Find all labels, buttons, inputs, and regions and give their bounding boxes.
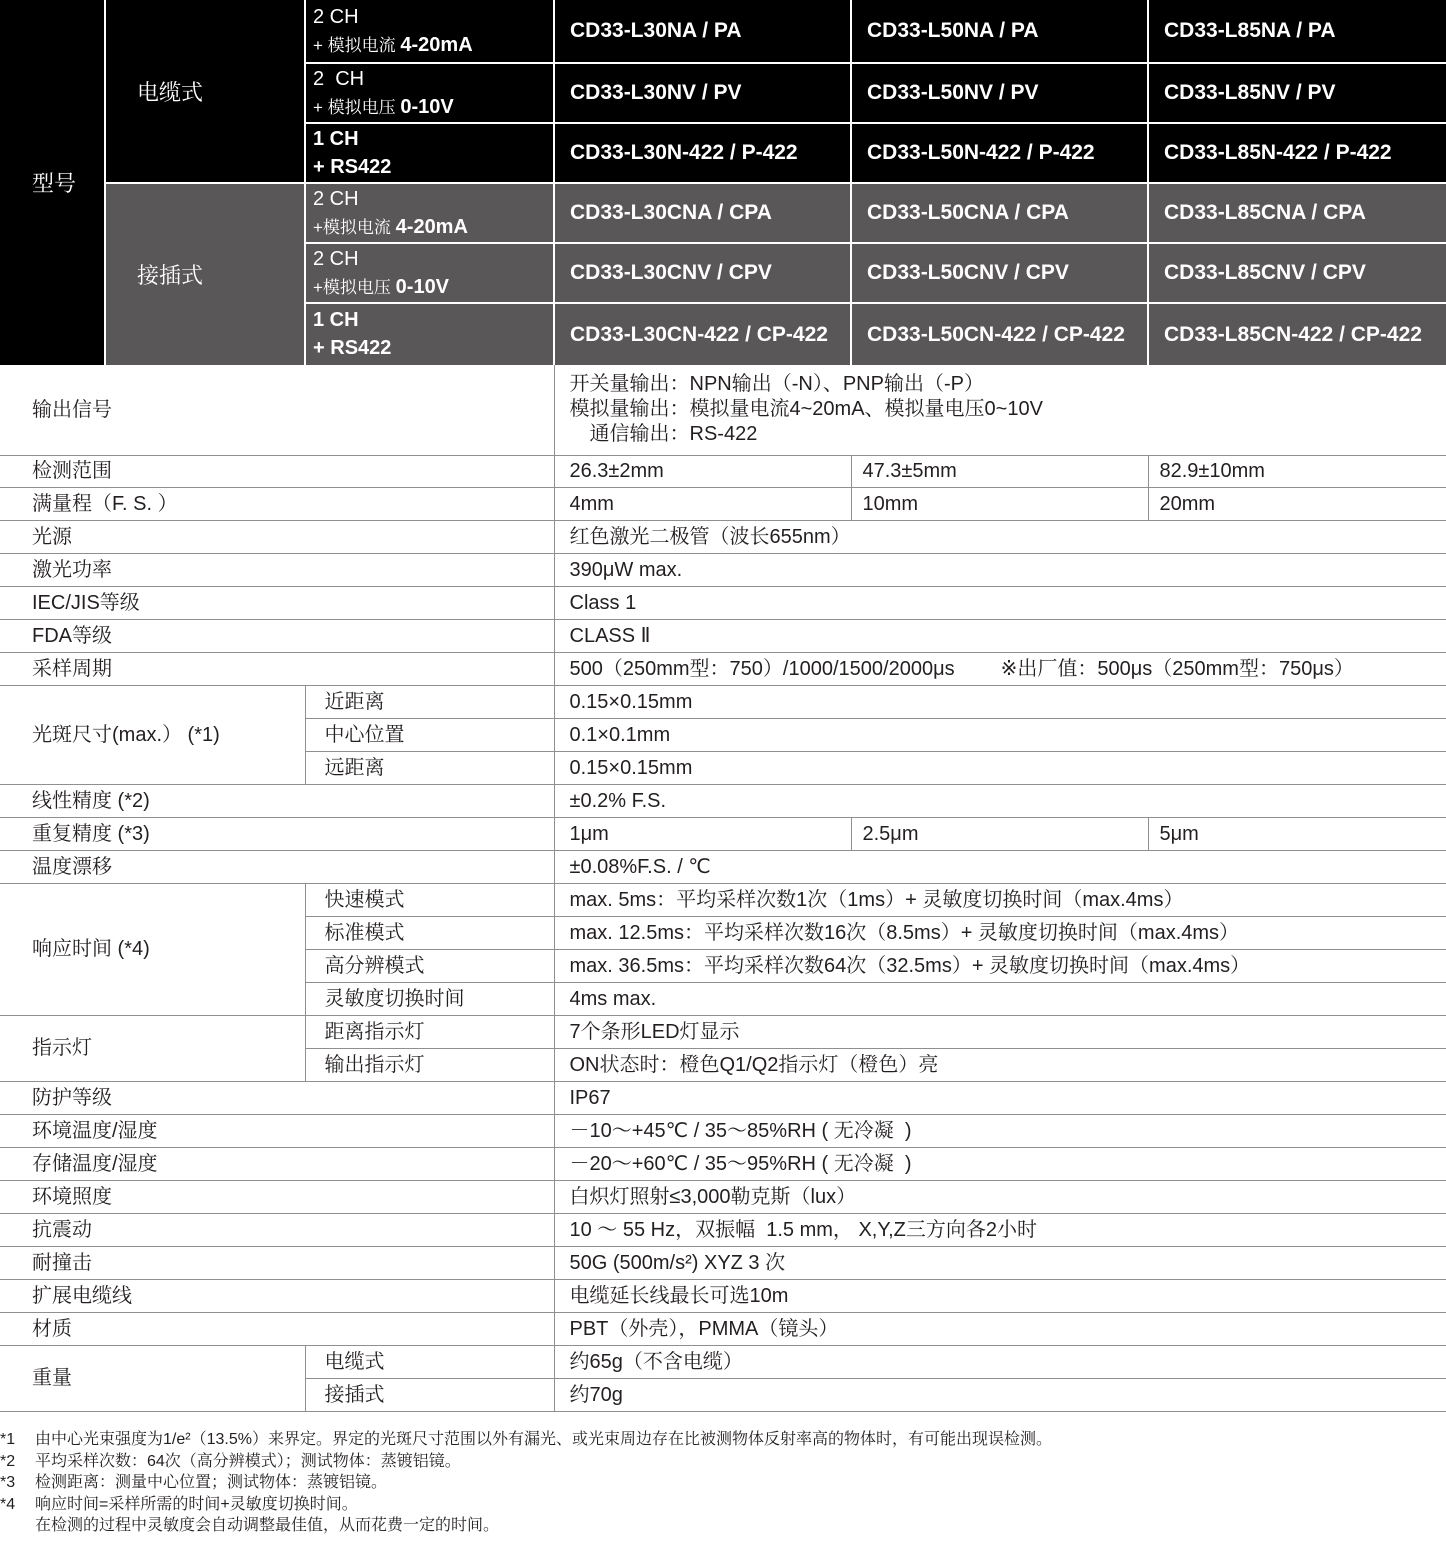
channel-count: 2 CH — [313, 247, 359, 270]
output-type — [313, 31, 553, 60]
spec-value: －20～+60℃ / 35～95%RH ( 无冷凝 ) — [554, 1147, 1446, 1180]
spec-sub-label: 中心位置 — [305, 718, 554, 751]
spec-label: 满量程（F. S. ） — [0, 487, 554, 520]
spec-row-ambient-temp-humidity — [0, 1114, 1446, 1147]
spec-label: 防护等级 — [0, 1081, 554, 1114]
spec-sub-label: 输出指示灯 — [305, 1048, 554, 1081]
footnote — [0, 1472, 1446, 1494]
spec-sub-label: 距离指示灯 — [305, 1015, 554, 1048]
spec-row-weight — [0, 1345, 1446, 1378]
channel-count: 1 CH — [313, 127, 359, 150]
channel-count: 1 CH — [313, 309, 359, 331]
footnote — [0, 1429, 1446, 1451]
spec-label: IEC/JIS等级 — [0, 586, 554, 619]
footnote-mark: *1 — [0, 1431, 16, 1448]
footnote — [0, 1451, 1446, 1473]
spec-sub-label: 电缆式 — [305, 1345, 554, 1378]
spec-value: ±0.08%F.S. / ℃ — [554, 850, 1446, 883]
footnote-mark: *3 — [0, 1474, 16, 1491]
output-type-prefix: + — [313, 337, 331, 359]
spec-sub-label: 近距离 — [305, 685, 554, 718]
spec-row-indicator — [0, 1015, 1446, 1048]
spec-row-linearity — [0, 784, 1446, 817]
spec-value: max. 12.5ms：平均采样次数16次（8.5ms）+ 灵敏度切换时间（max.4ms） — [554, 916, 1446, 949]
model-number: CD33-L30NV / PV — [554, 63, 851, 123]
footnote-text: 检测距离：测量中心位置；测试物体：蒸镀铝镜。 — [35, 1474, 388, 1491]
factory-default-note: ※出厂值：500μs（250mm型：750μs） — [1000, 657, 1354, 680]
spec-value: 0.1×0.1mm — [554, 718, 1446, 751]
model-number: CD33-L85NV / PV — [1148, 63, 1446, 123]
output-signal-range: 4-20mA — [395, 215, 468, 238]
channel-output-cell — [305, 303, 554, 365]
spec-row-fda-class — [0, 619, 1446, 652]
spec-label: 光源 — [0, 520, 554, 553]
model-number: CD33-L30CNV / CPV — [554, 243, 851, 303]
spec-row-sampling-period — [0, 652, 1446, 685]
analog-output-line: 模拟量输出：模拟量电流4~20mA、模拟量电压0~10V — [569, 398, 1043, 421]
model-number: CD33-L85NA / PA — [1148, 0, 1446, 63]
model-number: CD33-L50CNV / CPV — [851, 243, 1148, 303]
output-type-prefix: + 模拟电流 — [313, 35, 401, 55]
spec-row-response-time — [0, 883, 1446, 916]
spec-label: 环境照度 — [0, 1180, 554, 1213]
channel-output-cell — [305, 243, 554, 303]
channel-count: 2 CH — [313, 187, 359, 210]
spec-label: 光斑尺寸(max.） (*1) — [0, 685, 305, 784]
spec-label: 存储温度/湿度 — [0, 1147, 554, 1180]
output-signal-range: RS422 — [330, 337, 392, 359]
spec-row-temperature-drift — [0, 850, 1446, 883]
model-number: CD33-L85CNA / CPA — [1148, 183, 1446, 243]
spec-value: 10 ～ 55 Hz，双振幅 1.5 mm， X,Y,Z三方向各2小时 — [554, 1213, 1446, 1246]
model-type-label: 型号 — [0, 0, 105, 365]
spec-row-output-signal — [0, 365, 1446, 455]
spec-row-iec-jis-class — [0, 586, 1446, 619]
spec-row-material — [0, 1312, 1446, 1345]
spec-value: IP67 — [554, 1081, 1446, 1114]
spec-value: 390μW max. — [554, 553, 1446, 586]
spec-label: 重量 — [0, 1345, 305, 1411]
sampling-period-value: 500（250mm型：750）/1000/1500/2000μs — [569, 657, 955, 680]
spec-label: 环境温度/湿度 — [0, 1114, 554, 1147]
spec-row-protection — [0, 1081, 1446, 1114]
model-number: CD33-L50NA / PA — [851, 0, 1148, 63]
spec-label: 响应时间 (*4) — [0, 883, 305, 1015]
spec-value: 4ms max. — [554, 982, 1446, 1015]
output-type — [313, 334, 553, 363]
spec-value: max. 36.5ms：平均采样次数64次（32.5ms）+ 灵敏度切换时间（max.4ms） — [554, 949, 1446, 982]
channel-output-cell — [305, 123, 554, 183]
spec-sub-label: 灵敏度切换时间 — [305, 982, 554, 1015]
output-type — [313, 93, 553, 122]
footnote-indent — [0, 1515, 35, 1537]
footnote-text: 在检测的过程中灵敏度会自动调整最佳值，从而花费一定的时间。 — [35, 1517, 500, 1534]
spec-label: 温度漂移 — [0, 850, 554, 883]
output-signal-range: 0-10V — [395, 275, 450, 298]
model-number: CD33-L30N-422 / P-422 — [554, 123, 851, 183]
output-type-prefix: +模拟电流 — [313, 217, 396, 237]
channel-output-cell — [305, 183, 554, 243]
spec-label: 采样周期 — [0, 652, 554, 685]
footnote-text: 响应时间=采样所需的时间+灵敏度切换时间。 — [35, 1495, 358, 1513]
footnote-text: 由中心光束强度为1/e²（13.5%）来界定。界定的光斑尺寸范围以外有漏光、或光束周边存在比被测物体反射率高的物体时，有可能出现误检测。 — [35, 1431, 1052, 1448]
connector-type-group: 接插式 — [105, 183, 305, 365]
spec-value: 2.5μm — [851, 817, 1148, 850]
spec-value: Class 1 — [554, 586, 1446, 619]
spec-row-storage-temp-humidity — [0, 1147, 1446, 1180]
spec-label: 扩展电缆线 — [0, 1279, 554, 1312]
spec-sub-label: 接插式 — [305, 1378, 554, 1411]
spec-label: FDA等级 — [0, 619, 554, 652]
model-number: CD33-L30CN-422 / CP-422 — [554, 303, 851, 365]
spec-row-ambient-light — [0, 1180, 1446, 1213]
spec-value: CLASS Ⅱ — [554, 619, 1446, 652]
spec-label: 激光功率 — [0, 553, 554, 586]
spec-label: 重复精度 (*3) — [0, 817, 554, 850]
spec-value: 82.9±10mm — [1148, 455, 1446, 487]
footnote-text: 平均采样次数：64次（高分辨模式）；测试物体：蒸镀铝镜。 — [35, 1452, 461, 1470]
output-type-prefix: +模拟电压 — [313, 277, 396, 297]
spec-sub-label: 标准模式 — [305, 916, 554, 949]
spec-sub-label: 远距离 — [305, 751, 554, 784]
spec-label: 抗震动 — [0, 1213, 554, 1246]
spec-value: 47.3±5mm — [851, 455, 1148, 487]
spec-label: 耐撞击 — [0, 1246, 554, 1279]
spec-value: 0.15×0.15mm — [554, 751, 1446, 784]
spec-value: 4mm — [554, 487, 851, 520]
spec-row-repeatability — [0, 817, 1446, 850]
spec-value: 7个条形LED灯显示 — [554, 1015, 1446, 1048]
footnotes — [0, 1429, 1446, 1537]
model-row — [0, 183, 1446, 243]
footnote-continuation — [0, 1515, 1446, 1537]
footnote-mark: *4 — [0, 1495, 16, 1513]
model-number: CD33-L85CNV / CPV — [1148, 243, 1446, 303]
output-type — [313, 213, 553, 242]
comm-output-line: 通信输出：RS-422 — [589, 423, 758, 446]
model-number: CD33-L30NA / PA — [554, 0, 851, 63]
channel-count: 2 CH — [313, 5, 359, 28]
specifications-table — [0, 365, 1446, 1412]
spec-value: 约70g — [554, 1378, 1446, 1411]
spec-value: －10～+45℃ / 35～85%RH ( 无冷凝 ) — [554, 1114, 1446, 1147]
spec-value: 0.15×0.15mm — [554, 685, 1446, 718]
model-number: CD33-L85CN-422 / CP-422 — [1148, 303, 1446, 365]
model-number: CD33-L50N-422 / P-422 — [851, 123, 1148, 183]
model-row — [0, 0, 1446, 63]
spec-value: max. 5ms：平均采样次数1次（1ms）+ 灵敏度切换时间（max.4ms） — [554, 883, 1446, 916]
spec-value: 约65g（不含电缆） — [554, 1345, 1446, 1378]
output-signal-range: 4-20mA — [400, 33, 473, 56]
footnote — [0, 1494, 1446, 1516]
spec-label: 指示灯 — [0, 1015, 305, 1081]
spec-value — [554, 365, 1446, 455]
model-number: CD33-L85N-422 / P-422 — [1148, 123, 1446, 183]
spec-value: PBT（外壳），PMMA（镜头） — [554, 1312, 1446, 1345]
footnote-mark: *2 — [0, 1452, 16, 1470]
spec-row-laser-power — [0, 553, 1446, 586]
output-type — [313, 153, 553, 182]
spec-row-light-source — [0, 520, 1446, 553]
spec-value: 5μm — [1148, 817, 1446, 850]
spec-row-extension-cable — [0, 1279, 1446, 1312]
spec-value: 电缆延长线最长可选10m — [554, 1279, 1446, 1312]
switch-output-line: 开关量输出：NPN输出（-N）、PNP输出（-P） — [569, 373, 984, 396]
spec-row-vibration — [0, 1213, 1446, 1246]
model-number: CD33-L50CN-422 / CP-422 — [851, 303, 1148, 365]
spec-row-shock — [0, 1246, 1446, 1279]
spec-label: 检测范围 — [0, 455, 554, 487]
spec-row-detection-range — [0, 455, 1446, 487]
spec-value — [554, 652, 1446, 685]
output-signal-range: RS422 — [330, 155, 392, 178]
model-number: CD33-L50CNA / CPA — [851, 183, 1148, 243]
model-number: CD33-L30CNA / CPA — [554, 183, 851, 243]
spec-value: ±0.2% F.S. — [554, 784, 1446, 817]
spec-label: 材质 — [0, 1312, 554, 1345]
spec-value: 白炽灯照射≤3,000勒克斯（lux） — [554, 1180, 1446, 1213]
output-signal-range: 0-10V — [400, 95, 454, 118]
model-number: CD33-L50NV / PV — [851, 63, 1148, 123]
spec-value: ON状态时：橙色Q1/Q2指示灯（橙色）亮 — [554, 1048, 1446, 1081]
cable-type-group: 电缆式 — [105, 0, 305, 183]
spec-label: 线性精度 (*2) — [0, 784, 554, 817]
spec-value: 50G (500m/s²) XYZ 3 次 — [554, 1246, 1446, 1279]
channel-count: 2 CH — [313, 67, 365, 90]
output-type-prefix: + 模拟电压 — [313, 97, 401, 117]
spec-value: 26.3±2mm — [554, 455, 851, 487]
spec-row-spot-size — [0, 685, 1446, 718]
spec-value: 20mm — [1148, 487, 1446, 520]
spec-value: 10mm — [851, 487, 1148, 520]
spec-row-full-scale — [0, 487, 1446, 520]
output-type-prefix: + — [313, 155, 331, 178]
spec-value: 红色激光二极管（波长655nm） — [554, 520, 1446, 553]
channel-output-cell — [305, 63, 554, 123]
spec-value: 1μm — [554, 817, 851, 850]
spec-sub-label: 高分辨模式 — [305, 949, 554, 982]
spec-label: 输出信号 — [0, 365, 554, 455]
output-type — [313, 273, 553, 302]
model-table — [0, 0, 1446, 365]
channel-output-cell — [305, 0, 554, 63]
spec-sub-label: 快速模式 — [305, 883, 554, 916]
